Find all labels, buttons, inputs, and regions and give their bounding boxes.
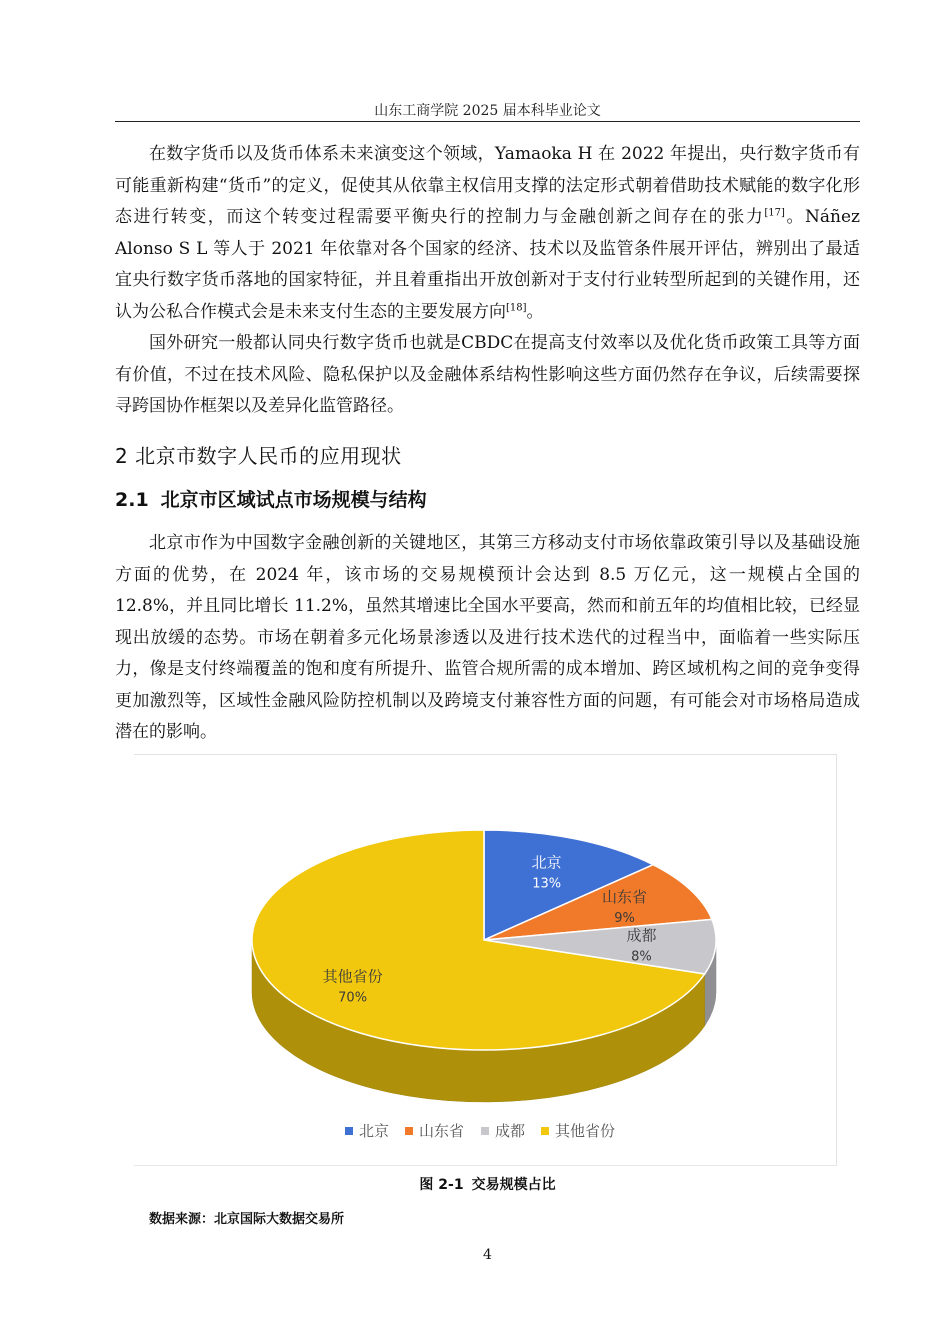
paragraph-text: 。Náñez Alonso S L 等人于 2021 年依靠对各个国家的经济、技术以及监管条件展开评估，辨别出了最适宜央行数字货币落地的国家特征，并且着重指出开放创新对于支付行业转型所起到的关键作用，还认为公私合作模式会是未来支付生态的主要发展方向 xyxy=(115,207,861,322)
legend-swatch-beijing xyxy=(345,1127,353,1135)
pie-chart xyxy=(134,755,836,1165)
paragraph-cbdc-evolution xyxy=(115,139,860,328)
subsection-heading xyxy=(115,485,427,512)
paragraph-text: 。 xyxy=(526,301,544,322)
legend-label-chengdu: 成都 xyxy=(495,1122,526,1140)
subsection-title: 北京市区域试点市场规模与结构 xyxy=(160,489,427,511)
pie-label-value-beijing: 13% xyxy=(532,876,562,892)
chart-legend xyxy=(345,1122,615,1140)
citation-18: [18] xyxy=(506,301,527,313)
legend-swatch-shandong xyxy=(405,1127,413,1135)
pie-label-value-shandong: 9% xyxy=(614,911,635,927)
header-rule xyxy=(115,121,860,122)
pie-label-value-chengdu: 8% xyxy=(631,949,652,965)
pie-label-value-other: 70% xyxy=(338,990,368,1006)
body-section-foreign-research xyxy=(115,139,860,423)
legend-swatch-other xyxy=(541,1127,549,1135)
legend-label-beijing: 北京 xyxy=(359,1122,390,1140)
pie-label-name-beijing: 北京 xyxy=(531,853,562,872)
pie-label-name-chengdu: 成都 xyxy=(626,926,657,945)
paragraph-foreign-summary: 国外研究一般都认同央行数字货币也就是CBDC在提高支付效率以及优化货币政策工具等方面有价值，不过在技术风险、隐私保护以及金融体系结构性影响这些方面仍然存在争议，后续需要探寻跨国协作框架以及差异化监管路径。 xyxy=(115,333,860,416)
legend-label-shandong: 山东省 xyxy=(419,1122,465,1140)
paragraph-text: 在数字货币以及货币体系未来演变这个领域，Yamaoka H 在 2022 年提出，央行数字货币有可能重新构建“货币”的定义，促使其从依靠主权信用支撑的法定形式朝着借助技术赋能的数字化形态进行转变，而这个转变过程需要平衡央行的控制力与金融创新之间存在的张力 xyxy=(115,144,860,227)
figure-title: 交易规模占比 xyxy=(471,1177,556,1193)
paragraph-beijing-market: 北京市作为中国数字金融创新的关键地区，其第三方移动支付市场依靠政策引导以及基础设施方面的优势，在 2024 年，该市场的交易规模预计会达到 8.5 万亿元，这一规模占全国的 12.8%，并且同比增长 11.2%，虽然其增速比全国水平要高，然而和前五年的均值相比较，已经显现出放缓的态势。市场在朝着多元化场景渗透以及进行技术迭代的过程当中，面临着一些实际压力，像是支付终端覆盖的饱和度有所提升、监管合规所需的成本增加、跨区域机构之间的竞争变得更加激烈等，区域性金融风险防控机制以及跨境支付兼容性方面的问题，有可能会对市场格局造成潜在的影响。 xyxy=(115,533,860,742)
legend-swatch-chengdu xyxy=(481,1127,489,1135)
page-number: 4 xyxy=(483,1247,492,1263)
figure-number: 图 2-1 xyxy=(419,1177,464,1193)
figure-caption xyxy=(115,1174,860,1194)
section-heading: 2 北京市数字人民币的应用现状 xyxy=(115,444,402,468)
subsection-number: 2.1 xyxy=(115,489,149,511)
legend-label-other: 其他省份 xyxy=(555,1122,616,1140)
page-header: 山东工商学院 2025 届本科毕业论文 xyxy=(374,103,601,119)
pie-label-name-shandong: 山东省 xyxy=(602,888,648,907)
pie-label-name-other: 其他省份 xyxy=(322,967,383,986)
body-section-beijing xyxy=(115,528,860,749)
data-source-note: 数据来源：北京国际大数据交易所 xyxy=(149,1212,345,1227)
citation-17: [17] xyxy=(764,207,785,219)
pie-chart-figure xyxy=(134,754,837,1166)
